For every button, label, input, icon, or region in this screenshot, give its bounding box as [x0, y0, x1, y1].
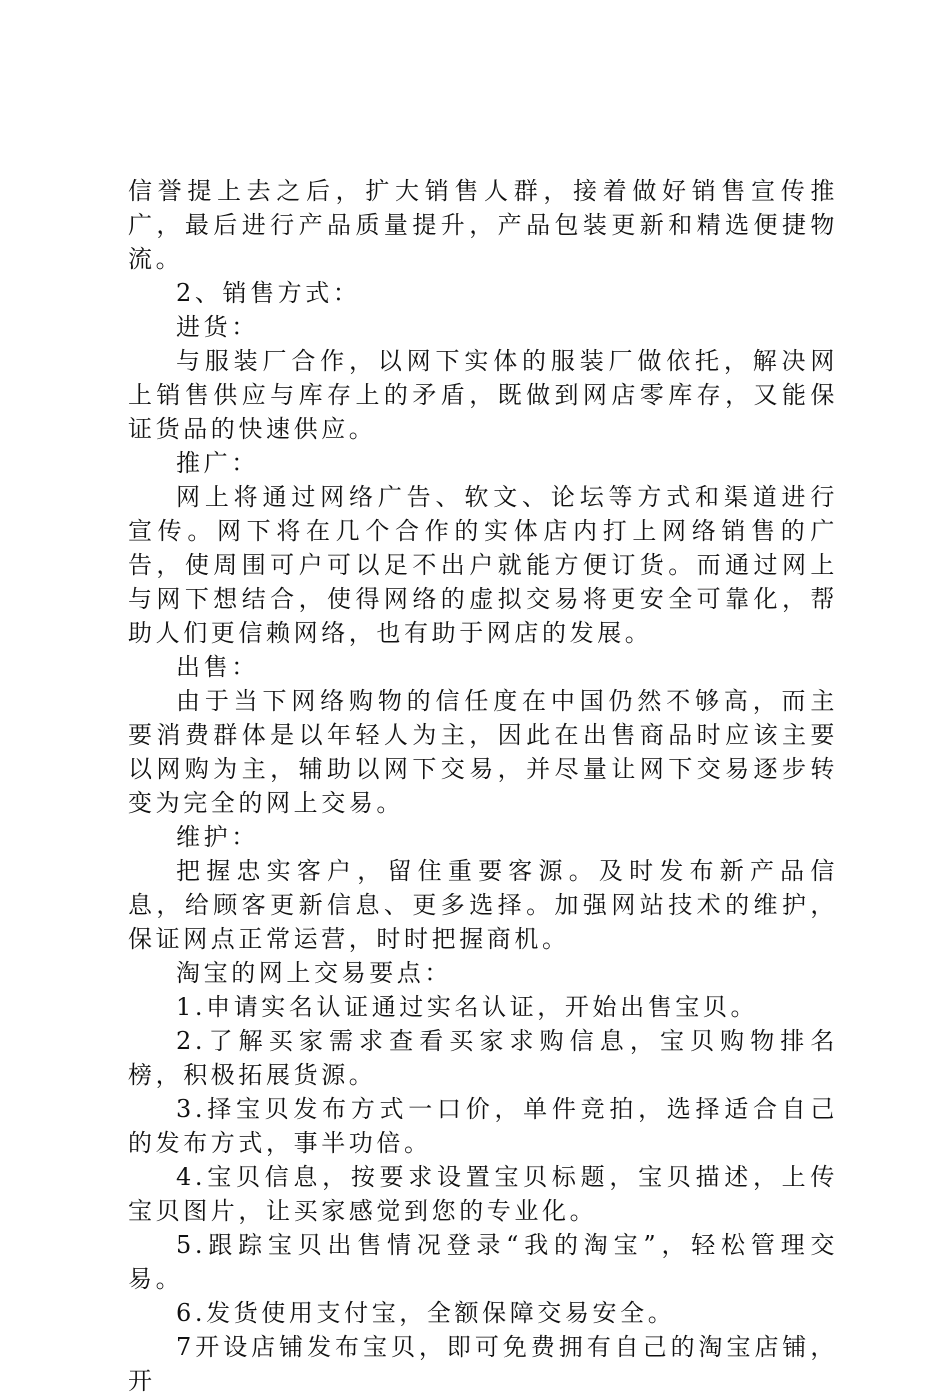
- list-item-2: 2.了解买家需求查看买家求购信息，宝贝购物排名榜，积极拓展货源。: [128, 1027, 838, 1089]
- document-body: [128, 174, 838, 1398]
- subheading-maintenance: 维护：: [176, 823, 259, 851]
- paragraph-selling: 由于当下网络购物的信任度在中国仍然不够高，而主要消费群体是以年轻人为主，因此在出售商品时应该主要以网购为主，辅助以网下交易，并尽量让网下交易逐步转变为完全的网上交易。: [128, 687, 838, 817]
- subheading-purchasing: 进货：: [176, 313, 259, 341]
- paragraph-maintenance: 把握忠实客户，留住重要客源。及时发布新产品信息，给顾客更新信息、更多选择。加强网站技术的维护，保证网点正常运营，时时把握商机。: [128, 857, 838, 953]
- list-item-4: 4.宝贝信息，按要求设置宝贝标题，宝贝描述，上传宝贝图片，让买家感觉到您的专业化。: [128, 1163, 838, 1225]
- subheading-taobao-key-points: 淘宝的网上交易要点：: [176, 959, 452, 987]
- paragraph-continued-text: 信誉提上去之后，扩大销售人群，接着做好销售宣传推广，最后进行产品质量提升，产品包装更新和精选便捷物流。: [128, 177, 838, 273]
- list-item-1: 1.申请实名认证通过实名认证，开始出售宝贝。: [176, 993, 759, 1021]
- subheading-promotion: 推广：: [176, 449, 259, 477]
- list-item-3: 3.择宝贝发布方式一口价，单件竞拍，选择适合自己的发布方式，事半功倍。: [128, 1095, 838, 1157]
- list-item-7: 7开设店铺发布宝贝，即可免费拥有自己的淘宝店铺，开: [128, 1333, 838, 1395]
- list-item-5: 5.跟踪宝贝出售情况登录“我的淘宝”，轻松管理交易。: [128, 1231, 838, 1293]
- paragraph-promotion: 网上将通过网络广告、软文、论坛等方式和渠道进行宣传。网下将在几个合作的实体店内打上网络销售的广告，使周围可户可以足不出户就能方便订货。而通过网上与网下想结合，使得网络的虚拟交易将更安全可靠化，帮助人们更信赖网络，也有助于网店的发展。: [128, 483, 838, 647]
- paragraph-purchasing: 与服装厂合作，以网下实体的服装厂做依托，解决网上销售供应与库存上的矛盾，既做到网店零库存，又能保证货品的快速供应。: [128, 347, 838, 443]
- section-heading-sales-method: 2、销售方式：: [176, 279, 361, 307]
- list-item-6: 6.发货使用支付宝，全额保障交易安全。: [176, 1299, 676, 1327]
- subheading-selling: 出售：: [176, 653, 259, 681]
